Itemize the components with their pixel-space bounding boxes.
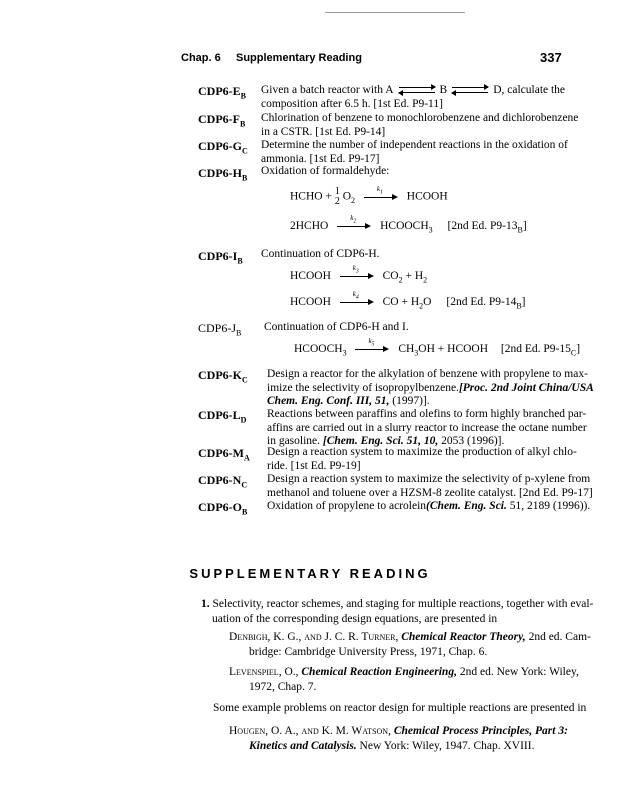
- reference-levenspiel: Levenspiel, O., Chemical Reaction Engineering, 2nd ed. New York: Wiley, 1972, Chap. 7.: [229, 666, 579, 693]
- problem-code-i: $CDP6-I_B$: [198, 249, 243, 266]
- top-rule: [325, 12, 465, 13]
- problem-text-i: Continuation of CDP6-H.: [261, 248, 380, 260]
- equation-h1: HCHO + 1 2 $O_2$ $k_1$ HCOOH: [290, 185, 448, 207]
- problem-code-f: $CDP6-F_B$: [198, 112, 246, 129]
- problem-code-o: $CDP6-O_B$: [198, 500, 248, 517]
- problem-text-f: Chlorination of benzene to monochlorobenzene and dichlorobenzene in a CSTR. [1st Ed. P9-14]: [261, 112, 579, 138]
- problem-code-m: $CDP6-M_A$: [198, 446, 250, 463]
- problem-code-h: $CDP6-H_B$: [198, 166, 248, 183]
- reaction-arrow-icon: $k_2$: [337, 221, 371, 231]
- problem-code-l: $CDP6-L_D$: [198, 408, 247, 425]
- equation-i1: HCOOH $k_3$ $CO_2 + H_2$: [290, 264, 428, 285]
- reaction-arrow-icon: $k_4$: [340, 297, 374, 307]
- problem-code-g: $CDP6-G_C$: [198, 139, 248, 156]
- reference-denbigh: Denbigh, K. G., and J. C. R. Turner, Chemical Reactor Theory, 2nd ed. Cam- bridge: Cambridge University Press, 1971, Chap. 6.: [229, 631, 591, 658]
- problem-code-e: $CDP6-E_B$: [198, 84, 247, 101]
- problem-text-l: Reactions between paraffins and olefins to form highly branched par- affins are carried out in a slurry reactor to increase the octane number in gasoline. [Chem. Eng. Sci. 51, 10, 2053 (1996)].: [267, 408, 587, 447]
- problem-code-n: $CDP6-N_C$: [198, 473, 248, 490]
- reading-item-1: 1. Selectivity, reactor schemes, and staging for multiple reactions, together with eval- uation of the corresponding design equations, are presented in: [201, 598, 594, 625]
- example-problems-line: Some example problems on reactor design for multiple reactions are presented in: [213, 702, 587, 714]
- problem-text-h: Oxidation of formaldehyde:: [261, 165, 390, 177]
- running-header-chapter: Chap. 6: [181, 52, 221, 64]
- problem-text-g: Determine the number of independent reactions in the oxidation of ammonia. [1st Ed. P9-17]: [261, 139, 568, 165]
- problem-code-k: $CDP6-K_C$: [198, 368, 248, 385]
- problem-text-o: Oxidation of propylene to acrolein(Chem. Eng. Sci. 51, 2189 (1996)).: [267, 500, 591, 512]
- equilibrium-arrows-icon: [452, 84, 488, 96]
- reaction-arrow-icon: $k_5$: [355, 344, 389, 354]
- equilibrium-arrows-icon: [399, 84, 435, 96]
- reaction-arrow-icon: $k_1$: [364, 192, 398, 202]
- page-number: 337: [540, 50, 562, 65]
- problem-text-n: Design a reaction system to maximize the selectivity of p-xylene from methanol and toluene over a HZSM-8 zeolite catalyst. [2nd Ed. P9-17]: [267, 473, 593, 499]
- equation-j1: $HCOOCH_3$ $k_5$ $CH_3OH$ + HCOOH [2nd Ed. $P9-15_C$]: [294, 337, 581, 358]
- problem-text-e: Given a batch reactor with A B D, calculate the composition after 6.5 h. [1st Ed. P9-11]: [261, 84, 566, 110]
- equation-i2: HCOOH $k_4$ CO + $H_2O$ [2nd Ed. $P9-14_B$]: [290, 290, 526, 311]
- reaction-arrow-icon: $k_3$: [340, 271, 374, 281]
- equation-h2: 2HCHO $k_2$ $HCOOCH_3$ [2nd Ed. $P9-13_B$]: [290, 214, 527, 235]
- problem-text-k: Design a reactor for the alkylation of benzene with propylene to max- imize the selectivity of isopropylbenzene.[Proc. 2nd Joint China/USA Chem. Eng. Conf. III, 51, (1997)].: [267, 368, 594, 407]
- problem-code-j: $CDP6-J_B$: [198, 321, 242, 338]
- problem-text-j: Continuation of CDP6-H and I.: [264, 321, 409, 333]
- problem-text-m: Design a reaction system to maximize the production of alkyl chlo- ride. [1st Ed. P9-19]: [267, 446, 577, 472]
- section-title: SUPPLEMENTARY READING: [189, 566, 431, 581]
- reference-hougen: Hougen, O. A., and K. M. Watson, Chemical Process Principles, Part 3: Kinetics and Catalysis. New York: Wiley, 1947. Chap. XVIII.: [229, 725, 568, 752]
- running-header-title: Supplementary Reading: [236, 52, 362, 64]
